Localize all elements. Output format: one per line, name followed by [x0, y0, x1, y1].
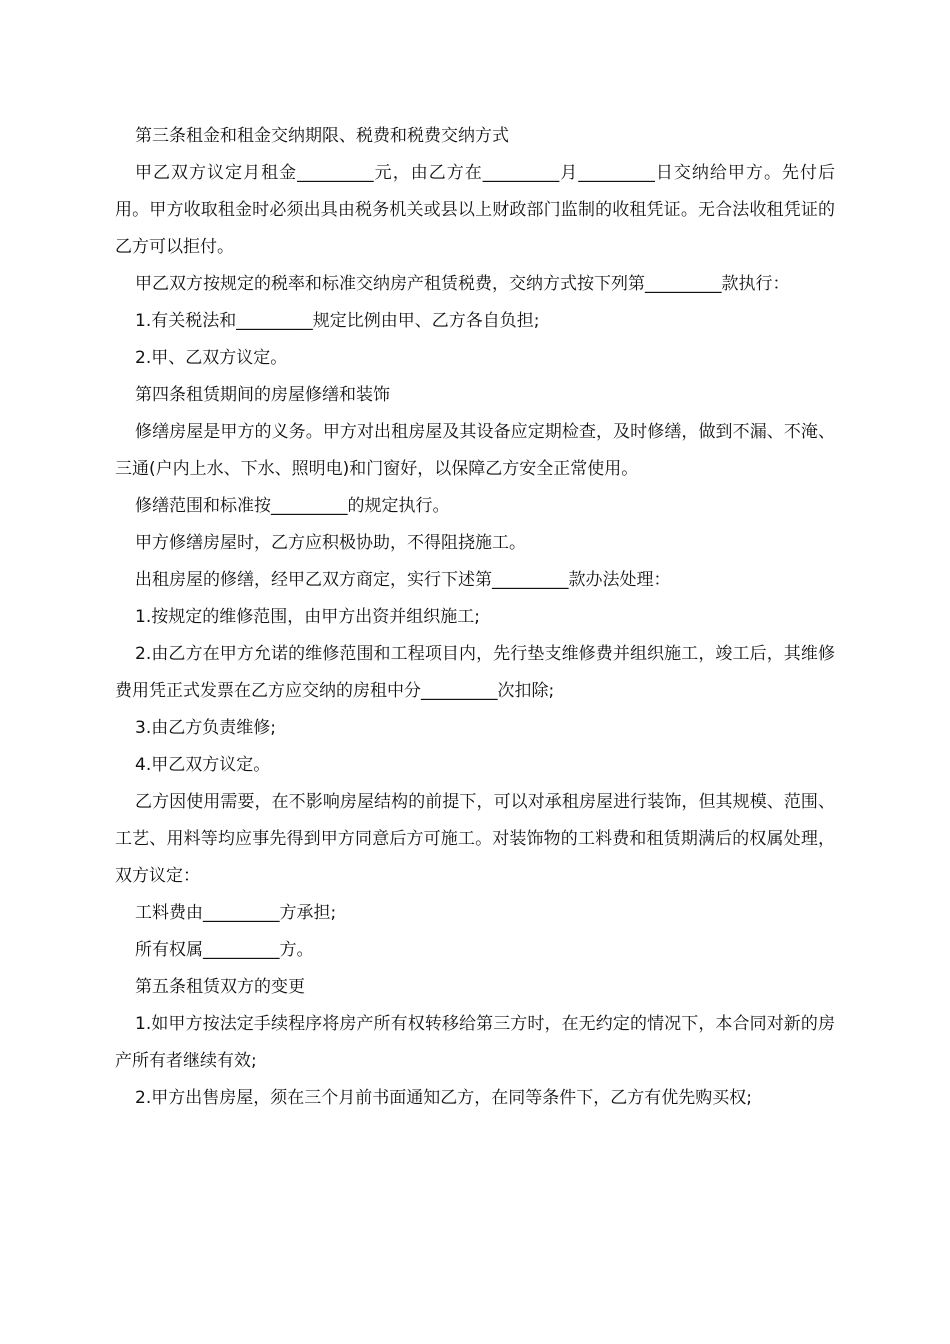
article-3-heading: 第三条租金和租金交纳期限、税费和税费交纳方式 — [135, 126, 509, 146]
tax-option-1: 1.有关税法和_________规定比例由甲、乙方各自负担; — [135, 311, 540, 331]
change-item-2: 2.甲方出售房屋，须在三个月前书面通知乙方，在同等条件下，乙方有优先购买权; — [135, 1088, 752, 1108]
rent-amount-paragraph: 甲乙双方议定月租金_________元，由乙方在_________月_________日交纳给甲方。先付后用。甲方收取租金时必须出具由税务机关或县以上财政部门监制的收租凭证。无合法收租凭证的乙方可以拒付。 — [115, 163, 835, 257]
change-item-1: 1.如甲方按法定手续程序将房产所有权转移给第三方时，在无约定的情况下，本合同对新的房产所有者继续有效; — [115, 1014, 835, 1071]
article-4-heading: 第四条租赁期间的房屋修缮和装饰 — [135, 385, 390, 405]
material-cost-line: 工料费由_________方承担; — [135, 903, 337, 923]
article-5-heading: 第五条租赁双方的变更 — [135, 977, 305, 997]
tax-payment-paragraph: 甲乙双方按规定的税率和标准交纳房产租赁税费，交纳方式按下列第_________款执行： — [135, 274, 790, 294]
document-body — [115, 118, 835, 1117]
repair-option-4: 4.甲乙双方议定。 — [135, 755, 271, 775]
repair-option-1: 1.按规定的维修范围，由甲方出资并组织施工; — [135, 607, 480, 627]
repair-method-paragraph: 出租房屋的修缮，经甲乙双方商定，实行下述第_________款办法处理： — [135, 570, 671, 590]
decoration-paragraph: 乙方因使用需要，在不影响房屋结构的前提下，可以对承租房屋进行装饰，但其规模、范围、工艺、用料等均应事先得到甲方同意后方可施工。对装饰物的工料费和租赁期满后的权属处理，双方议定： — [115, 792, 835, 886]
repair-standard-paragraph: 修缮范围和标准按_________的规定执行。 — [135, 496, 450, 516]
repair-duty-paragraph: 修缮房屋是甲方的义务。甲方对出租房屋及其设备应定期检查，及时修缮，做到不漏、不淹、三通(户内上水、下水、照明电)和门窗好，以保障乙方安全正常使用。 — [115, 422, 835, 479]
ownership-line: 所有权属_________方。 — [135, 940, 314, 960]
repair-cooperation-paragraph: 甲方修缮房屋时，乙方应积极协助，不得阻挠施工。 — [135, 533, 526, 553]
repair-option-3: 3.由乙方负责维修; — [135, 718, 276, 738]
tax-option-2: 2.甲、乙双方议定。 — [135, 348, 288, 368]
repair-option-2: 2.由乙方在甲方允诺的维修范围和工程项目内，先行垫支维修费并组织施工，竣工后，其维修费用凭正式发票在乙方应交纳的房租中分_________次扣除; — [115, 644, 835, 701]
